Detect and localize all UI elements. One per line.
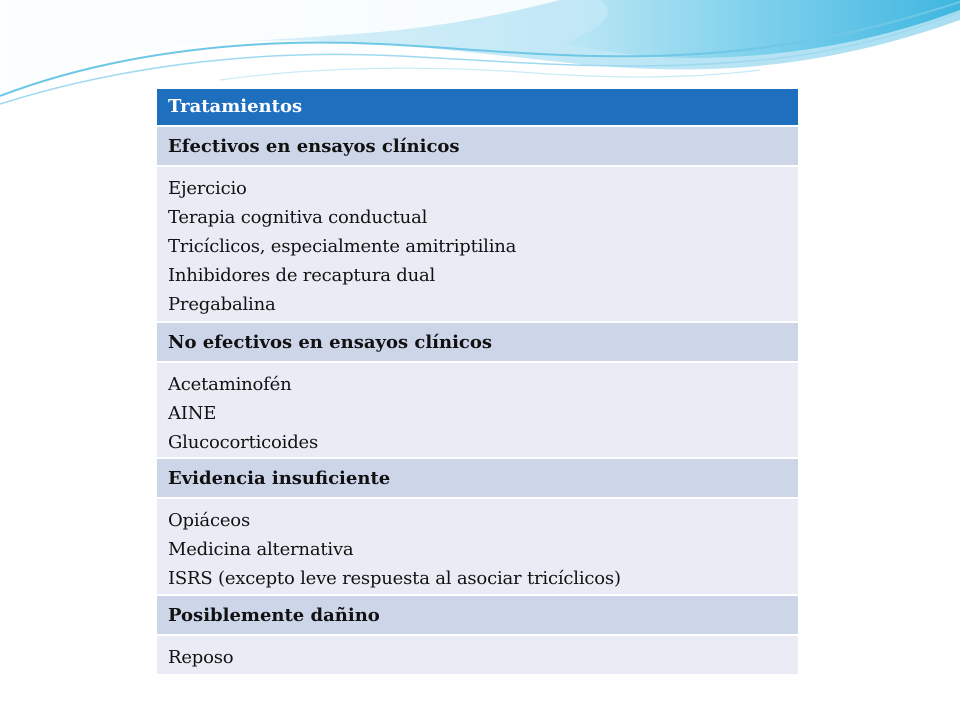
- section-items-effective: [157, 167, 798, 323]
- list-item: Acetaminofén: [168, 374, 292, 395]
- list-item: ISRS (excepto leve respuesta al asociar tricíclicos): [168, 568, 621, 589]
- list-item: Inhibidores de recaptura dual: [168, 265, 436, 286]
- list-item: Glucocorticoides: [168, 432, 319, 453]
- section-header-insufficient: Evidencia insuficiente: [157, 459, 798, 499]
- list-item: Ejercicio: [168, 178, 247, 199]
- section-items-harmful: [157, 636, 798, 676]
- list-item: Reposo: [168, 647, 234, 668]
- section-header-not-effective: No efectivos en ensayos clínicos: [157, 323, 798, 363]
- list-item: Terapia cognitiva conductual: [168, 207, 428, 228]
- section-header-effective: Efectivos en ensayos clínicos: [157, 127, 798, 167]
- section-items-not-effective: [157, 363, 798, 459]
- table-title: Tratamientos: [157, 89, 798, 127]
- section-header-harmful: Posiblemente dañino: [157, 596, 798, 636]
- treatments-table: [157, 89, 798, 676]
- list-item: Opiáceos: [168, 510, 250, 531]
- list-item: Tricíclicos, especialmente amitriptilina: [168, 236, 517, 257]
- list-item: Medicina alternativa: [168, 539, 354, 560]
- section-items-insufficient: [157, 499, 798, 596]
- list-item: AINE: [168, 403, 217, 424]
- list-item: Pregabalina: [168, 294, 276, 315]
